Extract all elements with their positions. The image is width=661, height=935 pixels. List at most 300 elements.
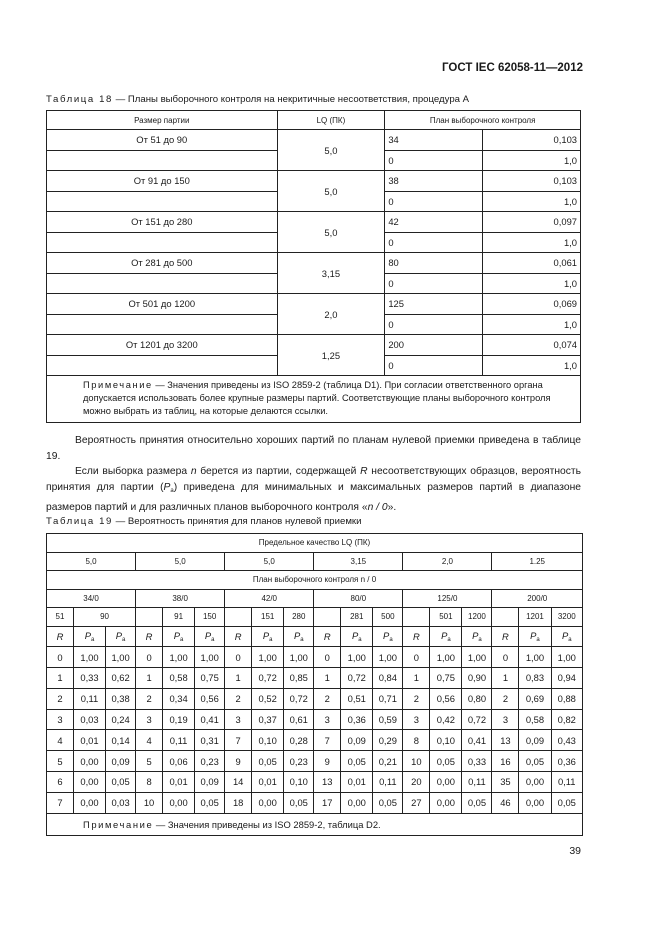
- defects-count: 2: [225, 688, 252, 709]
- defects-count: 0: [314, 647, 341, 668]
- defects-count: 0: [403, 647, 430, 668]
- pa-value: 0,85: [284, 668, 314, 689]
- defects-count: 3: [403, 709, 430, 730]
- defects-count: 1: [314, 668, 341, 689]
- table19: [46, 533, 583, 836]
- defects-count: 4: [47, 730, 74, 751]
- text-run: берется из партии, содержащей: [196, 466, 361, 478]
- pa-value: 0,05: [284, 792, 314, 813]
- symbol-r: R: [56, 630, 64, 642]
- defects-count: 14: [225, 772, 252, 793]
- defects-count: 13: [314, 772, 341, 793]
- defects-count: 16: [492, 751, 519, 772]
- plan-header-row: [47, 571, 583, 590]
- lot-size: От 501 до 1200: [47, 294, 278, 315]
- pa-value: 0,061: [483, 253, 581, 274]
- lot-size-max: 150: [195, 608, 225, 627]
- acceptance-number: 0: [385, 191, 483, 212]
- symbol-p: P: [530, 629, 537, 641]
- pa-value: 0,074: [483, 335, 581, 356]
- pa-value: 0,94: [551, 668, 582, 689]
- pa-value: 1,00: [252, 647, 284, 668]
- lot-size-max: 280: [284, 608, 314, 627]
- pa-value: 0,29: [373, 730, 403, 751]
- pa-value: 1,0: [483, 314, 581, 335]
- defects-count: 18: [225, 792, 252, 813]
- pa-value: 0,72: [341, 668, 373, 689]
- pa-symbol: [519, 626, 551, 647]
- pa-value: 0,09: [106, 751, 136, 772]
- table-row: [47, 130, 581, 151]
- pa-value: 0,37: [252, 709, 284, 730]
- pa-value: 1,00: [551, 647, 582, 668]
- pa-value: 1,00: [341, 647, 373, 668]
- symbol-n: n: [190, 466, 197, 478]
- pa-value: 0,14: [106, 730, 136, 751]
- plan-value: 200/0: [492, 589, 583, 608]
- pa-value: 1,0: [483, 150, 581, 171]
- lot-size: От 281 до 500: [47, 253, 278, 274]
- text-run: несоответствующих образцов, вероятность принятия для партии (: [46, 466, 581, 494]
- defects-count: 8: [136, 772, 163, 793]
- pa-value: 0,88: [551, 688, 582, 709]
- symbol-p: P: [262, 629, 270, 641]
- table19-note-row: [47, 813, 583, 835]
- sample-size: 38: [385, 171, 483, 192]
- table18-caption-prefix: Таблица 18: [46, 94, 113, 105]
- pa-value: 0,06: [163, 751, 195, 772]
- pa-value: 0,069: [483, 294, 581, 315]
- symbol-sub: a: [478, 636, 482, 643]
- defects-count: 1: [403, 668, 430, 689]
- plan-value: 125/0: [403, 589, 492, 608]
- defects-count: 35: [492, 772, 519, 793]
- pa-value: 0,11: [73, 688, 105, 709]
- pa-value: 0,11: [163, 730, 195, 751]
- lot-size-max: 500: [373, 608, 403, 627]
- pa-value: 0,38: [106, 688, 136, 709]
- lq-value: 5,0: [225, 552, 314, 571]
- note-prefix: Примечание: [83, 380, 153, 390]
- symbol-sub: a: [180, 636, 184, 643]
- lot-size-min: 151: [252, 608, 284, 627]
- pa-value: 0,00: [519, 792, 551, 813]
- lot-size-min: 1201: [519, 608, 551, 627]
- defects-count: 3: [225, 709, 252, 730]
- pa-value: 0,05: [195, 792, 225, 813]
- empty-cell: [47, 232, 278, 253]
- defects-count: 9: [314, 751, 341, 772]
- defects-count: 7: [47, 792, 74, 813]
- defects-count: 17: [314, 792, 341, 813]
- pa-value: 0,41: [462, 730, 492, 751]
- symbol-p: P: [383, 629, 390, 641]
- pa-value: 0,59: [373, 709, 403, 730]
- pa-value: 0,71: [373, 688, 403, 709]
- pa-value: 0,05: [519, 751, 551, 772]
- table-row: [47, 335, 581, 356]
- note-text: — Значения приведены из ISO 2859-2, таблица D2.: [153, 818, 381, 830]
- pa-value: 0,11: [462, 772, 492, 793]
- pa-value: 0,00: [73, 772, 105, 793]
- table-row: [47, 212, 581, 233]
- plan-value: 38/0: [136, 589, 225, 608]
- header-plan: План выборочного контроля: [385, 111, 581, 130]
- empty-cell: [314, 608, 341, 627]
- lq-value: 1.25: [492, 552, 583, 571]
- lot-size: От 151 до 280: [47, 212, 278, 233]
- lq-value: 5,0: [277, 130, 385, 171]
- symbol-p: P: [441, 629, 448, 641]
- note-prefix: Примечание: [83, 818, 154, 830]
- pa-value: 0,00: [252, 792, 284, 813]
- table18-caption: [46, 94, 469, 105]
- pa-value: 0,36: [551, 751, 582, 772]
- symbol-sub: a: [300, 636, 304, 643]
- pa-value: 0,01: [163, 772, 195, 793]
- pa-value: 0,10: [430, 730, 462, 751]
- lq-value: 1,25: [277, 335, 385, 376]
- pa-symbol: [430, 626, 462, 647]
- empty-cell: [225, 608, 252, 627]
- page-number: 39: [569, 845, 581, 857]
- lq-value: 5,0: [277, 212, 385, 253]
- table18-header-row: [47, 111, 581, 130]
- table-row: [47, 647, 583, 668]
- symbol-p: P: [115, 629, 123, 641]
- symbol-r: R: [323, 630, 331, 642]
- table19-note: [47, 813, 583, 835]
- r-symbol: [492, 626, 519, 647]
- pa-value: 0,52: [252, 688, 284, 709]
- table19-caption-text: — Вероятность принятия для планов нулевой приемки: [112, 516, 362, 527]
- defects-count: 7: [314, 730, 341, 751]
- pa-value: 1,00: [195, 647, 225, 668]
- pa-value: 0,43: [551, 730, 582, 751]
- defects-count: 5: [47, 751, 74, 772]
- pa-value: 1,0: [483, 191, 581, 212]
- table-row: [47, 772, 583, 793]
- lq-value: 2,0: [403, 552, 492, 571]
- pa-value: 1,00: [163, 647, 195, 668]
- pa-value: 0,01: [252, 772, 284, 793]
- symbol-r: R: [234, 630, 242, 642]
- empty-cell: [492, 608, 519, 627]
- r-symbol: [47, 626, 74, 647]
- defects-count: 7: [225, 730, 252, 751]
- pa-value: 0,72: [284, 688, 314, 709]
- pa-symbol: [462, 626, 492, 647]
- pa-value: 0,80: [462, 688, 492, 709]
- symbol-sub: a: [389, 636, 393, 643]
- acceptance-number: 0: [385, 232, 483, 253]
- symbol-sub: a: [536, 636, 540, 643]
- pa-value: 0,00: [519, 772, 551, 793]
- text-run: ) приведена для минимальных и максимальных размеров партий в диапазоне размеров партий и для различных планов выборочного контроля «: [46, 482, 581, 513]
- pa-symbol: [195, 626, 225, 647]
- pa-value: 0,09: [195, 772, 225, 793]
- pa-symbol: [341, 626, 373, 647]
- pa-symbol: [73, 626, 105, 647]
- pa-value: 0,83: [519, 668, 551, 689]
- symbol-r: R: [145, 630, 153, 642]
- sample-size: 125: [385, 294, 483, 315]
- pa-value: 1,0: [483, 273, 581, 294]
- sample-size: 80: [385, 253, 483, 274]
- defects-count: 3: [47, 709, 74, 730]
- lot-size: От 51 до 90: [47, 130, 278, 151]
- empty-cell: [47, 150, 278, 171]
- r-symbol: [136, 626, 163, 647]
- header-lot-size: Размер партии: [47, 111, 278, 130]
- pa-value: 0,31: [195, 730, 225, 751]
- defects-count: 5: [136, 751, 163, 772]
- table18-note-row: [47, 376, 581, 423]
- defects-count: 10: [403, 751, 430, 772]
- pa-value: 0,56: [430, 688, 462, 709]
- plan-symbol: n / 0: [367, 501, 388, 513]
- pa-symbol: [163, 626, 195, 647]
- pa-symbol: [373, 626, 403, 647]
- defects-count: 6: [47, 772, 74, 793]
- body-text: [46, 433, 581, 516]
- pa-value: 0,75: [430, 668, 462, 689]
- defects-count: 4: [136, 730, 163, 751]
- table-row: [47, 171, 581, 192]
- pa-value: 0,23: [195, 751, 225, 772]
- pa-value: 0,72: [252, 668, 284, 689]
- pa-value: 1,00: [73, 647, 105, 668]
- symbol-sub: a: [122, 636, 126, 643]
- lot-size-max: 3200: [551, 608, 582, 627]
- defects-count: 13: [492, 730, 519, 751]
- table-row: [47, 668, 583, 689]
- pa-value: 0,56: [195, 688, 225, 709]
- lot-size: От 1201 до 3200: [47, 335, 278, 356]
- pa-value: 0,05: [430, 751, 462, 772]
- sample-size: 200: [385, 335, 483, 356]
- lot-size-min: 91: [163, 608, 195, 627]
- empty-cell: [136, 608, 163, 627]
- acceptance-number: 0: [385, 355, 483, 376]
- pa-value: 1,0: [483, 232, 581, 253]
- pa-value: 0,61: [284, 709, 314, 730]
- pa-value: 0,62: [106, 668, 136, 689]
- defects-count: 1: [47, 668, 74, 689]
- table18-note: [47, 376, 581, 423]
- quality-header: Предельное качество LQ (ПК): [47, 534, 583, 553]
- table18-caption-text: — Планы выборочного контроля на некритичные несоответствия, процедура А: [112, 94, 470, 105]
- acceptance-number: 0: [385, 273, 483, 294]
- defects-count: 8: [403, 730, 430, 751]
- acceptance-number: 0: [385, 150, 483, 171]
- pa-value: 1,00: [373, 647, 403, 668]
- pa-symbol: [106, 626, 136, 647]
- symbol-sub: a: [358, 636, 362, 643]
- pa-value: 0,41: [195, 709, 225, 730]
- defects-count: 0: [225, 647, 252, 668]
- header-lq: LQ (ПК): [277, 111, 385, 130]
- pa-value: 0,00: [341, 792, 373, 813]
- pa-value: 0,84: [373, 668, 403, 689]
- plan-value: 42/0: [225, 589, 314, 608]
- empty-cell: [47, 191, 278, 212]
- table-row: [47, 792, 583, 813]
- pa-value: 0,21: [373, 751, 403, 772]
- pa-value: 0,00: [430, 792, 462, 813]
- paragraph-1: Вероятность принятия относительно хороших партий по планам нулевой приемки приведена в таблице 19.: [46, 435, 581, 462]
- defects-count: 20: [403, 772, 430, 793]
- pa-value: 1,0: [483, 355, 581, 376]
- pa-value: 0,33: [462, 751, 492, 772]
- pa-value: 0,05: [373, 792, 403, 813]
- empty-cell: [403, 608, 430, 627]
- pa-value: 0,10: [284, 772, 314, 793]
- symbol-p: P: [561, 629, 569, 641]
- symbol-p: P: [472, 629, 479, 641]
- lq-value: 2,0: [277, 294, 385, 335]
- defects-count: 10: [136, 792, 163, 813]
- pa-value: 0,00: [73, 792, 105, 813]
- pa-value: 0,11: [551, 772, 582, 793]
- defects-count: 9: [225, 751, 252, 772]
- pa-value: 0,69: [519, 688, 551, 709]
- defects-count: 1: [492, 668, 519, 689]
- table-row: [47, 294, 581, 315]
- pa-value: 0,03: [73, 709, 105, 730]
- table-row: [47, 253, 581, 274]
- empty-cell: [47, 273, 278, 294]
- pa-value: 0,03: [106, 792, 136, 813]
- paragraph-2: [46, 464, 581, 515]
- pa-value: 0,82: [551, 709, 582, 730]
- lot-size-row: [47, 608, 583, 627]
- lq-value: 3,15: [277, 253, 385, 294]
- pa-symbol: [252, 626, 284, 647]
- defects-count: 27: [403, 792, 430, 813]
- text-run: Если выборка размера: [75, 466, 191, 478]
- pa-value: 0,33: [73, 668, 105, 689]
- plan-value: 34/0: [47, 589, 136, 608]
- defects-count: 2: [314, 688, 341, 709]
- symbol-sub: a: [269, 636, 273, 643]
- symbol-sub: a: [170, 488, 174, 495]
- pa-value: 0,42: [430, 709, 462, 730]
- pa-value: 1,00: [106, 647, 136, 668]
- pa-value: 0,51: [341, 688, 373, 709]
- symbol-sub: a: [568, 636, 572, 643]
- symbol-p: P: [163, 482, 171, 494]
- pa-value: 0,19: [163, 709, 195, 730]
- symbol-p: P: [84, 629, 91, 641]
- pa-value: 1,00: [430, 647, 462, 668]
- pa-value: 1,00: [519, 647, 551, 668]
- defects-count: 0: [47, 647, 74, 668]
- empty-cell: [47, 314, 278, 335]
- symbol-r: R: [502, 630, 509, 642]
- pa-value: 0,23: [284, 751, 314, 772]
- defects-count: 3: [136, 709, 163, 730]
- symbol-row: [47, 626, 583, 647]
- lq-value: 5,0: [47, 552, 136, 571]
- pa-value: 0,05: [551, 792, 582, 813]
- pa-value: 0,00: [73, 751, 105, 772]
- defects-count: 1: [225, 668, 252, 689]
- symbol-p: P: [293, 629, 301, 641]
- pa-value: 0,00: [430, 772, 462, 793]
- pa-value: 0,11: [373, 772, 403, 793]
- plan-value: 80/0: [314, 589, 403, 608]
- defects-count: 0: [136, 647, 163, 668]
- text-run: ».: [387, 501, 397, 513]
- table18: [46, 110, 581, 423]
- pa-value: 0,05: [252, 751, 284, 772]
- symbol-p: P: [173, 629, 181, 641]
- pa-value: 0,05: [106, 772, 136, 793]
- note-text: — Значения приведены из ISO 2859-2 (таблица D1). При согласии ответственного органа допускается использовать более крупные размеры партий. Соответствующие планы выборочного контроля можно выбрать из таблиц, на которые делаются ссылки.: [83, 380, 551, 416]
- r-symbol: [314, 626, 341, 647]
- lot-size-min: 281: [341, 608, 373, 627]
- table19-caption: [46, 516, 361, 527]
- pa-value: 0,34: [163, 688, 195, 709]
- pa-value: 0,24: [106, 709, 136, 730]
- pa-value: 0,58: [519, 709, 551, 730]
- empty-cell: [47, 355, 278, 376]
- r-symbol: [225, 626, 252, 647]
- lot-size: От 91 до 150: [47, 171, 278, 192]
- pa-value: 0,097: [483, 212, 581, 233]
- pa-value: 0,103: [483, 171, 581, 192]
- pa-value: 0,36: [341, 709, 373, 730]
- lq-value: 5,0: [277, 171, 385, 212]
- symbol-r: R: [360, 466, 368, 478]
- defects-count: 2: [403, 688, 430, 709]
- symbol-r: R: [412, 630, 420, 642]
- table-row: [47, 730, 583, 751]
- defects-count: 1: [136, 668, 163, 689]
- table19-caption-prefix: Таблица 19: [46, 516, 113, 527]
- pa-value: 0,05: [341, 751, 373, 772]
- symbol-p: P: [351, 629, 359, 641]
- defects-count: 46: [492, 792, 519, 813]
- pa-value: 0,58: [163, 668, 195, 689]
- acceptance-number: 0: [385, 314, 483, 335]
- lq-value: 3,15: [314, 552, 403, 571]
- defects-count: 3: [492, 709, 519, 730]
- pa-value: 0,09: [519, 730, 551, 751]
- defects-count: 2: [136, 688, 163, 709]
- defects-count: 3: [314, 709, 341, 730]
- pa-value: 1,00: [284, 647, 314, 668]
- pa-value: 0,90: [462, 668, 492, 689]
- lot-size-max: 90: [73, 608, 135, 627]
- table-row: [47, 751, 583, 772]
- lot-size-min: 501: [430, 608, 462, 627]
- defects-count: 0: [492, 647, 519, 668]
- standard-code: ГОСТ IEC 62058-11—2012: [442, 62, 583, 74]
- sample-size: 42: [385, 212, 483, 233]
- pa-value: 0,10: [252, 730, 284, 751]
- lq-value: 5,0: [136, 552, 225, 571]
- lot-size-max: 1200: [462, 608, 492, 627]
- symbol-p: P: [204, 629, 212, 641]
- symbol-sub: a: [447, 636, 451, 643]
- pa-symbol: [551, 626, 582, 647]
- lq-row: [47, 552, 583, 571]
- plan-row: [47, 589, 583, 608]
- table-row: [47, 688, 583, 709]
- pa-value: 1,00: [462, 647, 492, 668]
